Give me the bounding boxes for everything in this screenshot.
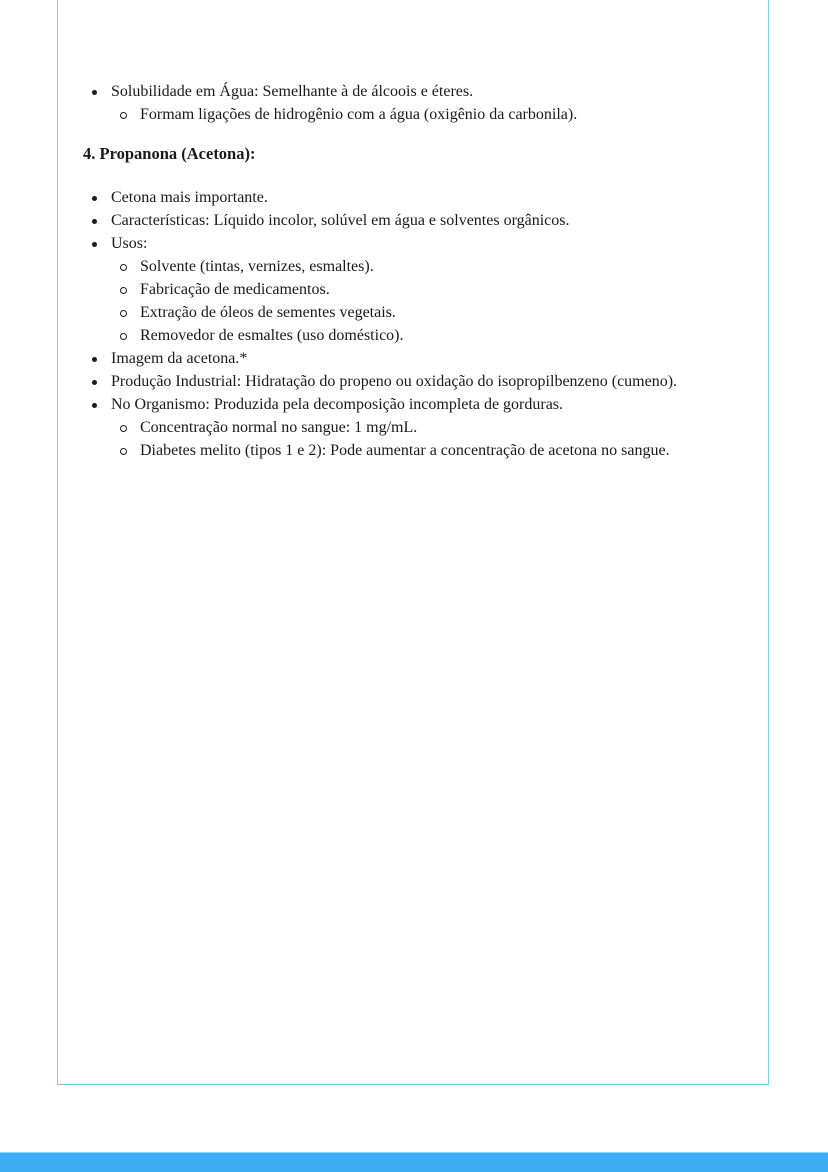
- bullet-disc-icon: [92, 403, 97, 408]
- list-item-text: Produção Industrial: Hidratação do propeno ou oxidação do isopropilbenzeno (cumeno).: [111, 373, 678, 390]
- bullet-disc-icon: [92, 196, 97, 201]
- bullet-disc-icon: [92, 380, 97, 385]
- sub-list-item: [83, 278, 753, 301]
- list-item-text: No Organismo: Produzida pela decomposição incompleta de gorduras.: [111, 396, 564, 413]
- list-item: [83, 209, 753, 232]
- bullet-circle-icon: [120, 287, 127, 294]
- sub-list-item-text: Solvente (tintas, vernizes, esmaltes).: [140, 258, 374, 275]
- section-list: [83, 186, 753, 462]
- list-item: [83, 232, 753, 255]
- bullet-disc-icon: [92, 357, 97, 362]
- section-heading: 4. Propanona (Acetona):: [83, 144, 256, 163]
- sub-list-item: [83, 324, 753, 347]
- list-item-text: Imagem da acetona.*: [111, 350, 248, 367]
- bullet-circle-icon: [120, 112, 127, 119]
- list-item: [83, 393, 753, 416]
- sub-list-item-text: Removedor de esmaltes (uso doméstico).: [140, 327, 404, 344]
- sub-list-item: [83, 103, 753, 126]
- list-item: [83, 347, 753, 370]
- bullet-circle-icon: [120, 310, 127, 317]
- sub-list-item-text: Formam ligações de hidrogênio com a água (oxigênio da carbonila).: [140, 106, 578, 123]
- list-item-text: Solubilidade em Água: Semelhante à de álcoois e éteres.: [111, 83, 474, 100]
- list-item-text: Usos:: [111, 235, 148, 252]
- document-content: [83, 80, 753, 462]
- bullet-circle-icon: [120, 448, 127, 455]
- sub-list-item-text: Concentração normal no sangue: 1 mg/mL.: [140, 419, 418, 436]
- bullet-circle-icon: [120, 264, 127, 271]
- intro-list: [83, 80, 753, 126]
- sub-list-item-text: Extração de óleos de sementes vegetais.: [140, 304, 396, 321]
- sub-list-item: [83, 301, 753, 324]
- bullet-disc-icon: [92, 90, 97, 95]
- bullet-disc-icon: [92, 219, 97, 224]
- sub-list-item: [83, 255, 753, 278]
- sub-list-item-text: Fabricação de medicamentos.: [140, 281, 330, 298]
- bullet-circle-icon: [120, 333, 127, 340]
- bullet-circle-icon: [120, 425, 127, 432]
- list-item: [83, 186, 753, 209]
- footer-bar: [0, 1152, 828, 1172]
- list-item: [83, 80, 753, 103]
- list-item: [83, 370, 753, 393]
- list-item-text: Características: Líquido incolor, solúvel em água e solventes orgânicos.: [111, 212, 570, 229]
- sub-list-item: [83, 416, 753, 439]
- list-item-text: Cetona mais importante.: [111, 189, 268, 206]
- sub-list-item-text: Diabetes melito (tipos 1 e 2): Pode aumentar a concentração de acetona no sangue.: [140, 442, 670, 459]
- bullet-disc-icon: [92, 242, 97, 247]
- sub-list-item: [83, 439, 753, 462]
